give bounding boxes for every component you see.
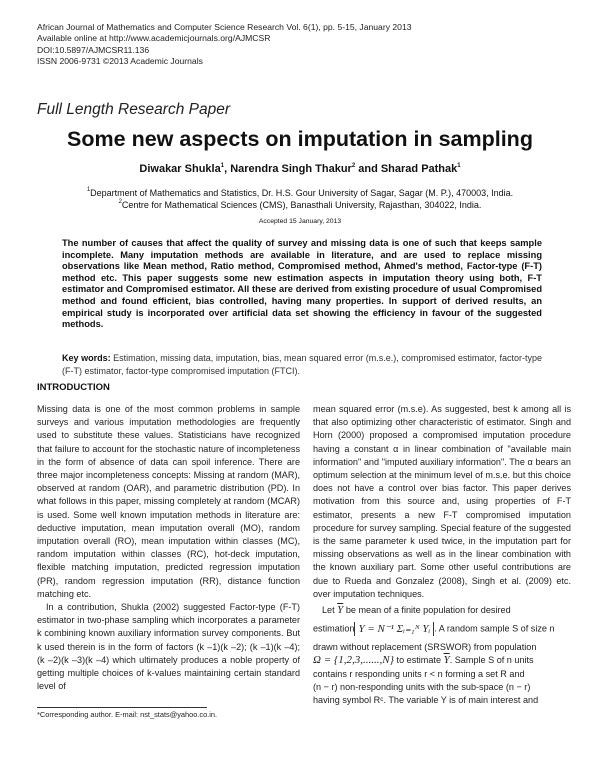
text: estimation xyxy=(313,623,355,634)
footnote: *Corresponding author. E-mail: nst_stats@yahoo.co.in. xyxy=(37,710,218,719)
text: (n − r) non-responding units with the sub-space (n − r) xyxy=(313,681,531,692)
affiliation xyxy=(0,187,600,199)
affiliation-sup: 1 xyxy=(86,187,91,193)
abstract: The number of causes that affect the quality of survey and missing data is one of such that keeps sample incomplete. Many imputation methods are available in literature, and are used to replace missing observations like Mean method, Ratio method, Compromised method, Ahmed's method, Factor-type (F-T) method etc. This paper suggests some new estimation aspects in imputation theory using both, F-T estimator and Compromised estimator. All these are derived from existing procedure of usual Compromised method and found efficient, bias controlled, having many properties. In support of derived results, an empirical study is incorporated over artificial data set showing the efficiency in favour of the suggested methods. xyxy=(62,238,542,330)
right-column xyxy=(313,403,571,707)
paragraph xyxy=(313,641,571,707)
affiliations xyxy=(0,187,600,211)
left-column xyxy=(37,403,300,693)
header-line: DOI:10.5897/AJMCSR11.136 xyxy=(37,44,150,55)
paragraph xyxy=(313,604,571,617)
text: Let xyxy=(322,605,338,616)
journal-header xyxy=(37,22,412,67)
affiliation-sup: 2 xyxy=(118,199,122,205)
keywords-label: Key words: xyxy=(62,353,111,363)
header-line: African Journal of Mathematics and Computer Science Research Vol. 6(1), pp. 5-15, January 2013 xyxy=(37,22,412,32)
affiliation xyxy=(0,199,600,211)
text: . Sample S of n units xyxy=(449,655,534,666)
keywords-text: Estimation, missing data, imputation, bias, mean squared error (m.s.e.), compromised estimator, factor-type (F-T) estimator, factor-type compromised imputation (FTCI). xyxy=(62,353,542,376)
accepted-date: Accepted 15 January, 2013 xyxy=(258,218,342,225)
author-sup: 1 xyxy=(220,163,225,169)
section-heading: INTRODUCTION xyxy=(37,382,110,393)
author-list xyxy=(0,163,600,175)
math-formula: Y = N⁻¹ Σᵢ₌₁ᴺ Yᵢ xyxy=(354,622,434,636)
paragraph: Missing data is one of the most common problems in sample surveys and various imputation methodologies are frequently used to substitute these values. Statisticians have recognized that failure to account for the stochastic nature of incompleteness in the form of absence of data can spoil inference. There are three major incompleteness concepts: Missing at random (MAR), observed at random (OAR), and parametric distribution (PD). In what follows in this paper, missing completely at random (MCAR) is used. Some well known imputation methods in literature are: deductive imputation, mean imputation overall (MO), random imputation overall (RO), mean imputation within classes (MC), random imputation within classes (RC), hot-deck imputation, flexible matching imputation, predicted regression imputation (PR), random regression imputation (RR), distance function matching etc. xyxy=(37,404,300,599)
text: drawn without replacement (SRSWOR) from population xyxy=(313,642,537,653)
author-sup: 2 xyxy=(351,163,356,169)
header-line: Available online at http://www.academicjournals.org/AJMCSR xyxy=(37,33,271,44)
text: to estimate xyxy=(394,655,444,666)
affiliation-text: Centre for Mathematical Sciences (CMS), Banasthali University, Rajasthan, 304022, India. xyxy=(121,200,482,210)
author-sep: and xyxy=(355,163,381,175)
math-omega: Ω = {1,2,3,......,N} xyxy=(313,654,395,667)
math-ybar: $\overline{Y}$ xyxy=(443,654,450,667)
text: . A random sample S of size n xyxy=(434,623,555,634)
paper-title: Some new aspects on imputation in sampling xyxy=(67,127,533,151)
affiliation-text: Department of Mathematics and Statistics, Dr. H.S. Gour University of Sagar, Sagar (M. P.), 470003, India. xyxy=(90,188,514,198)
footnote-divider xyxy=(37,707,207,708)
paper-type: Full Length Research Paper xyxy=(37,101,231,118)
keywords xyxy=(62,352,542,377)
paragraph: mean squared error (m.s.e). As suggested, best k among all is that also optimizing other characteristic of estimator. Singh and Horn (2000) proposed a compromised imputation procedure having a constant α in linear combination of "available main information" and "imputed auxiliary information". The α bears an optimum selection at the minimum level of m.s.e. but this choice does not have a control over bias factor. This paper derives motivation from this source and, using properties of F-T estimator, presents a new F-T compromised imputation procedure for survey sampling. Special feature of the suggested is the same parameter k used twice, in the imputation part for missing observations as well as in the linear combination with the known auxiliary part. Some other useful contributions are due to Rueda and Gonzalez (2008), Singh et al. (2009) etc. over imputation techniques. xyxy=(313,404,571,599)
header-line: ISSN 2006-9731 ©2013 Academic Journals xyxy=(37,55,203,66)
paragraph: In a contribution, Shukla (2002) suggested Factor-type (F-T) estimator in two-phase sampling which incorporates a parameter k combining known auxiliary information survey components. But k used therein is in the form of factors (k –1)(k –2); (k –1)(k –4); (k –2)(k –3)(k –4) which ultimately produces a noble property of getting multiple choices of k-values maintaining certain standard level of xyxy=(37,602,300,692)
math-ybar: $\overline{Y}$ xyxy=(337,604,344,617)
text: be mean of a finite population for desired xyxy=(343,605,511,616)
text: contains r responding units r < n forming a set R and xyxy=(313,668,525,679)
author-name: Sharad Pathak xyxy=(380,163,458,175)
author-name: Diwakar Shukla xyxy=(139,163,221,175)
author-sup: 1 xyxy=(457,163,461,169)
paragraph xyxy=(313,622,571,636)
text: having symbol Rᶜ. The variable Y is of main interest and xyxy=(313,695,539,706)
author-name: Narendra Singh Thakur xyxy=(230,163,352,175)
author-sep: , xyxy=(224,163,231,175)
